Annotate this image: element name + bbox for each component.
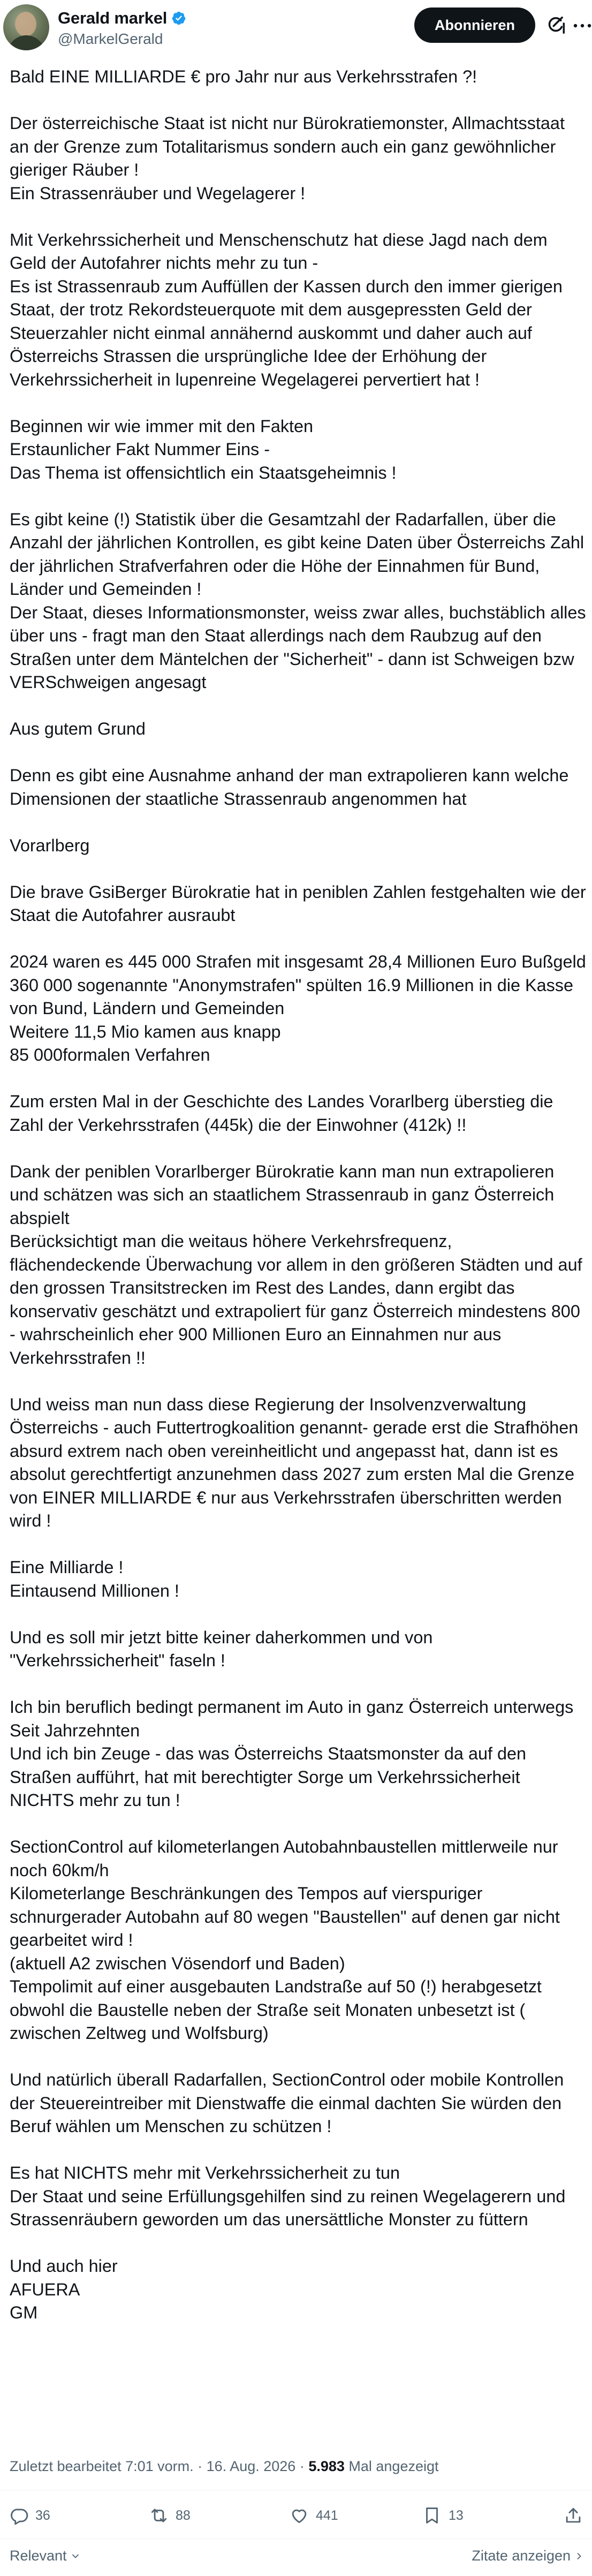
post-meta	[10, 2458, 439, 2475]
grok-icon[interactable]	[546, 15, 566, 35]
post-header	[0, 0, 592, 54]
share-button[interactable]	[563, 2505, 583, 2526]
bookmark-button[interactable]	[422, 2505, 464, 2526]
verified-badge-icon	[171, 11, 186, 26]
sort-dropdown[interactable]	[10, 2548, 81, 2564]
follow-button[interactable]: Abonnieren	[414, 7, 535, 43]
reply-count: 36	[35, 2507, 50, 2523]
like-count: 441	[316, 2507, 338, 2523]
post-text: Bald EINE MILLIARDE € pro Jahr nur aus Verkehrsstrafen ?! Der österreichische Staat ist nicht nur Bürokratiemonster, Allmachtsstaat an der Grenze zum Totalitarismus sondern auch ein ganz gewöhnlicher gieriger Räuber ! Ein Strassenräuber und Wegelagerer ! Mit Verkehrssicherheit und Menschenschutz hat diese Jagd nach dem Geld der Autofahrer nichts mehr zu tun - Es ist Strassenraub zum Auffüllen der Kassen durch den immer gierigen Staat, der trotz Rekordsteuerquote mit dem ausgepressten Geld der Steuerzahler nicht einmal annähernd auskommt und daher auch auf Österreichs Strassen die ursprüngliche Idee der Erhöhung der Verkehrssicherheit in lupenreine Wegelagerei pervertiert hat ! Beginnen wir wie immer mit den Fakten Erstaunlicher Fakt Nummer Eins - Das Thema ist offensichtlich ein Staatsgeheimnis ! Es gibt keine (!) Statistik über die Gesamtzahl der Radarfallen, über die Anzahl der jährlichen Kontrollen, es gibt keine Daten über Österreichs Zahl der jährlichen Strafverfahren oder die Höhe der Einnahmen für Bund, Länder und Gemeinden ! Der Staat, dieses Informationsmonster, weiss zwar alles, buchstäblich alles über uns - fragt man den Staat allerdings nach dem Raubzug auf den Straßen unter dem Mäntelchen der "Sicherheit" - dann ist Schweigen bzw VERSchweigen angesagt Aus gutem Grund Denn es gibt eine Ausnahme anhand der man extrapolieren kann welche Dimensionen der staatliche Strassenraub angenommen hat Vorarlberg Die brave GsiBerger Bürokratie hat in peniblen Zahlen festgehalten wie der Staat die Autofahrer ausraubt 2024 waren es 445 000 Strafen mit insgesamt 28,4 Millionen Euro Bußgeld 360 000 sogenannte "Anonymstrafen" spülten 16.9 Millionen in die Kasse von Bund, Ländern und Gemeinden Weitere 11,5 Mio kamen aus knapp 85 000formalen Verfahren Zum ersten Mal in der Geschichte des Landes Vorarlberg überstieg die Zahl der Verkehrsstrafen (445k) die der Einwohner (412k) !! Dank der peniblen Vorarlberger Bürokratie kann man nun extrapolieren und schätzen was sich an staatlichem Strassenraub in ganz Österreich abspielt Berücksichtigt man die weitaus höhere Verkehrsfrequenz, flächendeckende Überwachung vor allem in den größeren Städten und auf den grossen Transitstrecken im Rest des Landes, dann ergibt das konservativ geschätzt und extrapoliert für ganz Österreich mindestens 800 - wahrscheinlich eher 900 Millionen Euro an Einnahmen nur aus Verkehrsstrafen !! Und weiss man nun dass diese Regierung der Insolvenzverwaltung Österreichs - auch Futtertrogkoalition genannt- gerade erst die Strafhöhen absurd extrem nach oben vereinheitlicht und angepasst hat, dann ist es absolut gerechtfertigt anzunehmen dass 2027 zum ersten Mal die Grenze von EINER MILLIARDE € nur aus Verkehrsstrafen überschritten werden wird ! Eine Milliarde ! Eintausend Millionen ! Und es soll mir jetzt bitte keiner daherkommen und von "Verkehrssicherheit" faseln ! Ich bin beruflich bedingt permanent im Auto in ganz Österreich unterwegs Seit Jahrzehnten Und ich bin Zeuge - das was Österreichs Staatsmonster da auf den Straßen aufführt, hat mit berechtigter Sorge um Verkehrssicherheit NICHTS mehr zu tun ! SectionControl auf kilometerlangen Autobahnbaustellen mittlerweile nur noch 60km/h Kilometerlange Beschränkungen des Tempos auf vierspuriger schnurgerader Autobahn auf 80 wegen "Baustellen" auf denen gar nicht gearbeitet wird ! (aktuell A2 zwischen Vösendorf und Baden) Tempolimit auf einer ausgebauten Landstraße auf 50 (!) herabgesetzt obwohl die Baustelle neben der Straße seit Monaten unbesetzt ist ( zwischen Zeltweg und Wolfsburg) Und natürlich überall Radarfallen, SectionControl oder mobile Kontrollen der Steuereintreiber mit Dienstwaffe die einmal dachten Sie würden den Beruf wählen um Menschen zu schützen ! Es hat NICHTS mehr mit Verkehrssicherheit zu tun Der Staat und seine Erfüllungsgehilfen sind zu reinen Wegelagerern und Strassenräubern geworden um das unersättliche Monster zu füttern Und auch hier AFUERA GM	[10, 67, 586, 2322]
action-bar	[0, 2490, 592, 2539]
chevron-right-icon	[574, 2551, 585, 2562]
repost-icon	[149, 2505, 169, 2526]
heart-icon	[289, 2505, 309, 2526]
sort-label: Relevant	[10, 2548, 67, 2564]
bookmark-icon	[422, 2505, 442, 2526]
reply-button[interactable]	[9, 2505, 50, 2526]
edited-timestamp[interactable]: Zuletzt bearbeitet 7:01 vorm. · 16. Aug. 2026 ·	[10, 2458, 309, 2474]
views-count: 5.983	[308, 2458, 345, 2474]
avatar[interactable]	[3, 4, 49, 50]
quotes-label: Zitate anzeigen	[472, 2548, 571, 2564]
view-quotes-link[interactable]	[472, 2548, 585, 2564]
author-display-name[interactable]: Gerald markel	[58, 9, 168, 27]
reply-icon	[9, 2505, 29, 2526]
chevron-down-icon	[70, 2551, 81, 2562]
repost-count: 88	[176, 2507, 191, 2523]
more-options-icon[interactable]	[573, 24, 592, 28]
author-name-row	[58, 9, 186, 28]
views-label: Mal angezeigt	[344, 2458, 439, 2474]
replies-footer	[0, 2544, 592, 2571]
author-handle[interactable]: @MarkelGerald	[58, 31, 163, 47]
share-icon	[563, 2505, 583, 2526]
repost-button[interactable]	[149, 2505, 191, 2526]
bookmark-count: 13	[449, 2507, 464, 2523]
like-button[interactable]	[289, 2505, 338, 2526]
